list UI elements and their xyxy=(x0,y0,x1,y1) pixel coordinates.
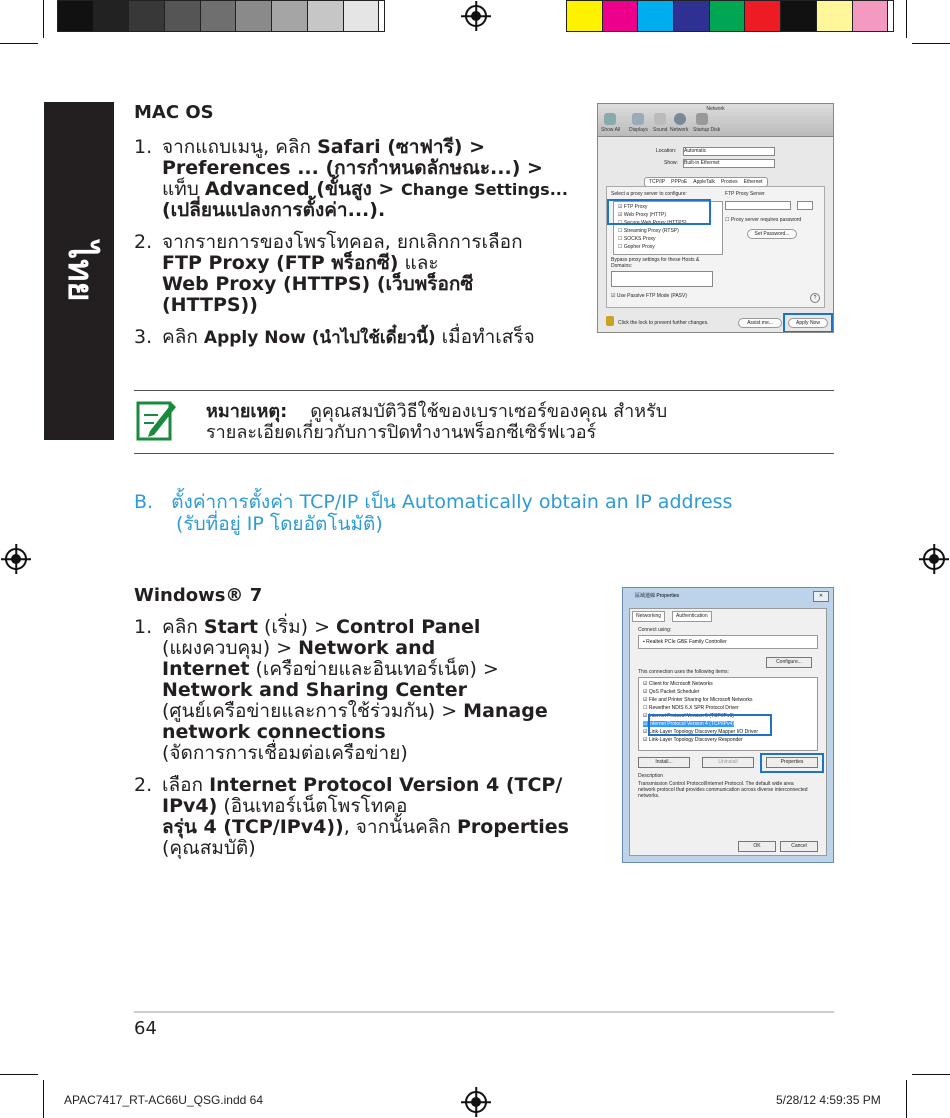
tab-authentication[interactable]: Authentication xyxy=(672,611,712,622)
configure-button[interactable]: Configure... xyxy=(766,657,812,668)
crop-mark xyxy=(0,1074,38,1075)
set-password-button[interactable]: Set Password... xyxy=(747,229,797,239)
mac-step-2: 2. จากรายการของโพรโทคอล, ยกเลิกการเลือก FTP Proxy (FTP พร็อกซี) และ Web Proxy (HTTPS) (เว็บพร็อกซี (HTTPS)) xyxy=(134,231,523,316)
crop-mark xyxy=(0,43,38,44)
highlight-box xyxy=(648,714,772,736)
properties-button[interactable]: Properties xyxy=(766,757,818,768)
tab-networking[interactable]: Networking xyxy=(632,611,665,622)
assist-me-button[interactable]: Assist me... xyxy=(738,318,782,328)
proxies-panel: Select a proxy server to configure: FTP Proxy Server ☑ FTP Proxy ☑ Web Proxy (HTTP) ☐ Secure Web Proxy (HTTPS) ☐ Streaming Proxy (RTSP) ☐ SOCKS Proxy ☐ Gopher Proxy ☐ Proxy server requires password Set Password... Bypass proxy settings for these Hosts & Domains: ☑ Use Passive FTP Mode (PASV) ? xyxy=(606,186,825,308)
page-number: 64 xyxy=(134,1018,157,1039)
slug-right: 5/28/12 4:59:35 PM xyxy=(776,1093,881,1107)
cancel-button[interactable]: Cancel xyxy=(780,841,818,852)
crop-mark xyxy=(43,1080,44,1118)
note-label: หมายเหตุ: xyxy=(206,401,288,422)
crop-mark xyxy=(906,1080,907,1118)
location-select[interactable]: Automatic xyxy=(683,147,775,156)
mac-toolbar: Network Show All Displays Sound Network Startup Disk xyxy=(598,104,833,137)
note-pencil-icon xyxy=(136,397,176,441)
registration-mark-icon xyxy=(465,1091,487,1113)
mac-window-title: Network xyxy=(706,106,725,112)
note-text: หมายเหตุ: ดูคุณสมบัติวิธีใช้ของเบราเซอร์ของคุณ สำหรับ รายละเอียดเกี่ยวกับการปิดทำงานพร็อกซีเซิร์ฟเวอร์ xyxy=(206,401,668,443)
language-side-tab xyxy=(44,102,114,440)
note-box xyxy=(134,390,834,454)
help-icon[interactable]: ? xyxy=(810,293,820,303)
side-tab-label: ไทย xyxy=(60,242,100,302)
displays-icon xyxy=(632,113,644,125)
crop-mark xyxy=(912,43,950,44)
close-icon[interactable]: ✕ xyxy=(813,591,829,602)
show-select[interactable]: Built-in Ethernet xyxy=(683,159,775,168)
grayscale-color-bar xyxy=(57,0,385,32)
crop-mark xyxy=(43,0,44,38)
show-all-icon xyxy=(604,113,616,125)
crop-mark xyxy=(906,0,907,38)
windows-properties-screenshot xyxy=(622,587,834,863)
registration-mark-icon xyxy=(5,548,27,570)
mac-tabs: TCP/IP PPPoE AppleTalk Proxies Ethernet xyxy=(644,177,768,187)
section-b-heading: B. ตั้งค่าการตั้งค่า TCP/IP เป็น Automatically obtain an IP address (รับที่อยู่ IP โดยอัตโนมัติ) xyxy=(134,491,733,535)
startup-disk-icon xyxy=(696,113,708,125)
highlight-box xyxy=(760,753,824,773)
mac-os-heading: MAC OS xyxy=(134,102,214,123)
registration-mark-icon xyxy=(465,5,487,27)
description-text: Transmission Control Protocol/Internet Protocol. The default wide area network protocol that provides communication across diverse interconnected networks. xyxy=(638,781,808,799)
slug-left: APAC7417_RT-AC66U_QSG.indd 64 xyxy=(64,1093,264,1107)
highlight-box xyxy=(607,199,711,225)
win-dialog-body: Networking Authentication Connect using: ▪ Realtek PCIe GBE Family Controller Configure... This connection uses the following items: ☑ Client for Microsoft Networks ☑ QoS Packet Scheduler ☑ File and Printer Sharing for Microsoft Networks ☐ Rewether NDIS 6.X SPR Protocol Driver ☑ Internet Protocol Version 6 (TCP/IPv6) ☑ Internet Protocol Version 4 (TCP/IPv4) ☑ Link-Layer Topology Discovery Mapper I/O Driver ☑ Link-Layer Topology Discovery Responder Install... Uninstall Properties Description Transmission Control Protocol/Internet Protocol. The default wide area network protocol that provides communication across diverse interconnected networks. OK Cancel xyxy=(629,608,827,856)
mac-network-preferences-screenshot: Network Show All Displays Sound Network Startup Disk Location: Automatic Show: Built-in Ethernet TCP/IP PPPoE AppleTalk Proxies Ethernet Select a proxy server to configure: FTP Proxy Server ☑ FTP Proxy ☑ Web Proxy (HTTP) ☐ Secure Web Proxy (HTTPS) ☐ Streaming Proxy (RTSP) ☐ SOCKS Proxy ☐ Gopher Proxy ☐ Proxy server requires password Set Password... Bypass proxy settings for these Hosts & Domains: ☑ Use Passive FTP Mode (PASV) ? Click the lock to prevent further changes. Assist me... Apply Now xyxy=(597,103,834,333)
items-list[interactable]: ☑ Client for Microsoft Networks ☑ QoS Packet Scheduler ☑ File and Printer Sharing for Microsoft Networks ☐ Rewether NDIS 6.X SPR Protocol Driver ☑ Internet Protocol Version 6 (TCP/IPv6) ☑ Internet Protocol Version 4 (TCP/IPv4) ☑ Link-Layer Topology Discovery Mapper I/O Driver ☑ Link-Layer Topology Discovery Responder xyxy=(638,677,818,751)
uninstall-button[interactable]: Uninstall xyxy=(702,757,754,768)
windows-heading: Windows® 7 xyxy=(134,585,263,606)
mac-step-3: 3. คลิก Apply Now (นำไปใช้เดี๋ยวนี้) เมื่อทำเสร็จ xyxy=(134,326,535,348)
highlight-box xyxy=(783,313,833,333)
crop-mark xyxy=(912,1074,950,1075)
install-button[interactable]: Install... xyxy=(638,757,690,768)
windows-steps xyxy=(134,617,604,870)
adapter-box: ▪ Realtek PCIe GBE Family Controller xyxy=(638,635,818,649)
windows-step-2: 2. เลือก Internet Protocol Version 4 (TCP/ IPv4) (อินเทอร์เน็ตโพรโทคอ ลรุ่น 4 (TCP/IPv4)), จากนั้นคลิก Properties (คุณสมบัติ) xyxy=(134,774,569,859)
mac-step-1: 1. จากแถบเมนู, คลิก Safari (ซาฟารี) > Preferences ... (การกำหนดลักษณะ...) > แท็บ Advanced (ขั้นสูง > Change Settings... (เปลี่ยนแปลงการตั้งค่า...). xyxy=(134,136,568,221)
apply-now-button[interactable]: Apply Now xyxy=(788,318,828,328)
ok-button[interactable]: OK xyxy=(738,841,776,852)
lock-icon[interactable] xyxy=(606,316,614,326)
proxy-protocol-list[interactable]: ☑ FTP Proxy ☑ Web Proxy (HTTP) ☐ Secure Web Proxy (HTTPS) ☐ Streaming Proxy (RTSP) ☐ SOCKS Proxy ☐ Gopher Proxy xyxy=(613,201,723,255)
windows-step-1: 1. คลิก Start (เริ่ม) > Control Panel (แผงควบคุม) > Network and Internet (เครือข่ายและอินเทอร์เน็ต) > Network and Sharing Center (ศูนย์เครือข่ายและการใช้ร่วมกัน) > Manage network connections (จัดการการเชื่อมต่อเครือข่าย) xyxy=(134,616,548,764)
win-title: 區域連線 Properties xyxy=(635,593,680,599)
cmyk-color-bar xyxy=(566,0,894,32)
network-icon xyxy=(674,113,686,125)
mac-steps xyxy=(134,137,584,360)
sound-icon xyxy=(654,113,666,125)
footer-divider xyxy=(134,1011,834,1013)
registration-mark-icon xyxy=(923,548,945,570)
